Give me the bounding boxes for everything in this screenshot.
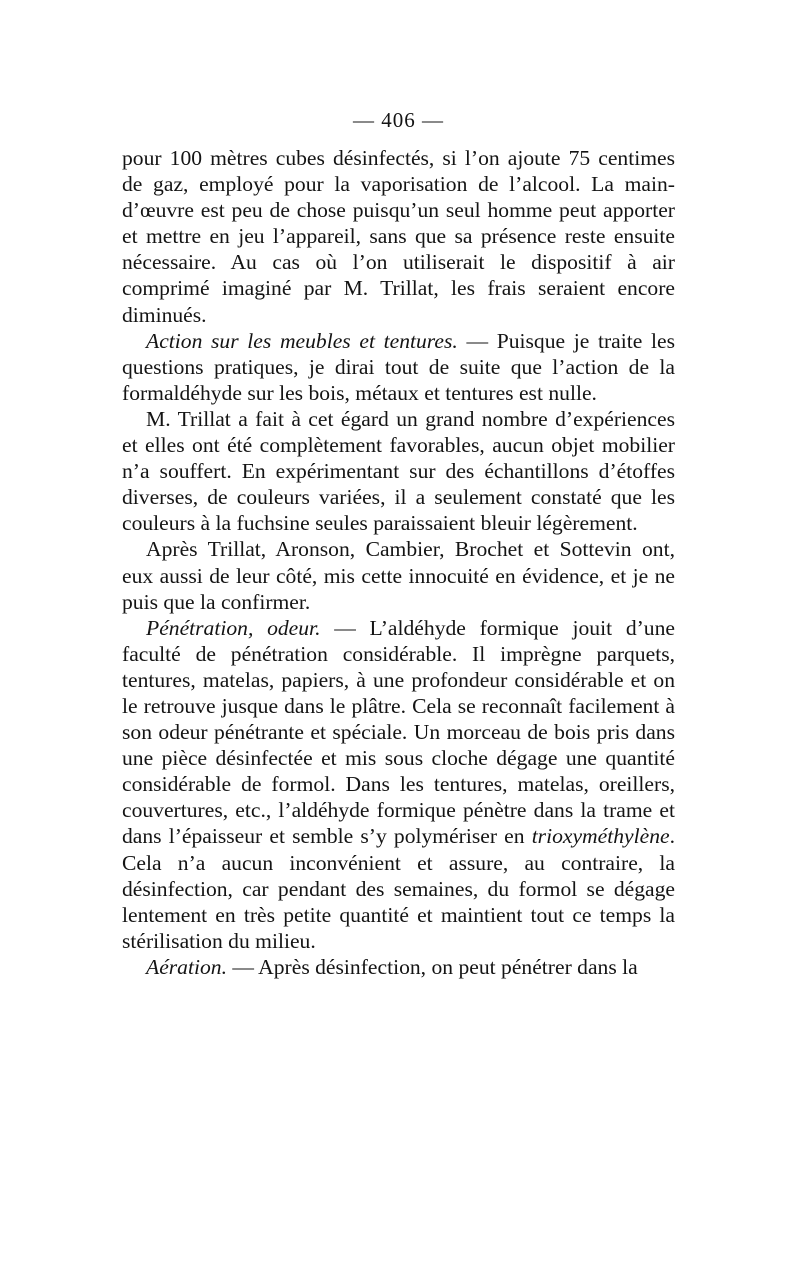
paragraph-furniture-action xyxy=(122,328,675,406)
paragraph-aeration-text: — Après désinfection, on peut pénétrer dans la xyxy=(226,954,638,979)
section-heading-penetration: Pénétration, odeur. xyxy=(146,615,321,640)
paragraph-furniture-text: — Puisque je traite les questions pratiques, je dirai tout de suite que l’action de la formaldéhyde sur les bois, métaux et tentures est nulle. xyxy=(122,328,675,405)
term-trioxymethylene: trioxyméthylène xyxy=(531,824,670,849)
section-heading-aeration: Aération. xyxy=(146,954,227,979)
page-number: — 406 — xyxy=(353,108,444,132)
paragraph-confirmation: Après Trillat, Aronson, Cambier, Brochet et Sottevin ont, eux aussi de leur côté, mis cette innocuité en évidence, et je ne puis que la confirmer. xyxy=(122,537,675,614)
paragraph-aeration xyxy=(122,954,675,980)
paragraph-trillat-experiments: M. Trillat a fait à cet égard un grand nombre d’expériences et elles ont été complètement favorables, aucun objet mobilier n’a souffert. En expérimentant sur des échantillons d’étoffes diverses, de couleurs variées, il a seulement constaté que les couleurs à la fuchsine seules paraissaient bleuir légèrement. xyxy=(122,406,675,536)
paragraph-penetration-text-b: . Cela n’a aucun inconvénient et assure, au contraire, la désinfection, car pendant des semaines, du formol se dégage lentement en très petite quantité et maintient tout ce temps la stérilisation du milieu. xyxy=(122,824,675,953)
paragraph-penetration-text-a: — L’aldéhyde formique jouit d’une faculté de pénétration considérable. Il imprègne parquets, tentures, matelas, papiers, à une profondeur considérable et on le retrouve jusque dans le plâtre. Cela se reconnaît facilement à son odeur pénétrante et spéciale. Un morceau de bois pris dans une pièce désinfectée et mis sous cloche dégage une quantité considérable de formol. Dans les tentures, matelas, oreillers, couvertures, etc., l’aldéhyde formique pénètre dans la trame et dans l’épaisseur et semble s’y polymériser en xyxy=(122,615,675,849)
paragraph-cost: pour 100 mètres cubes désinfectés, si l’on ajoute 75 centimes de gaz, employé pour la vaporisation de l’alcool. La main-d’œuvre est peu de chose puisqu’un seul homme peut apporter et mettre en jeu l’appareil, sans que sa présence reste ensuite nécessaire. Au cas où l’on utiliserait le dispositif à air comprimé imaginé par M. Trillat, les frais seraient encore diminués. xyxy=(122,146,675,327)
section-heading-furniture: Action sur les meubles et tentures. xyxy=(146,328,458,353)
paragraph-penetration xyxy=(122,615,675,954)
book-page xyxy=(122,108,675,980)
